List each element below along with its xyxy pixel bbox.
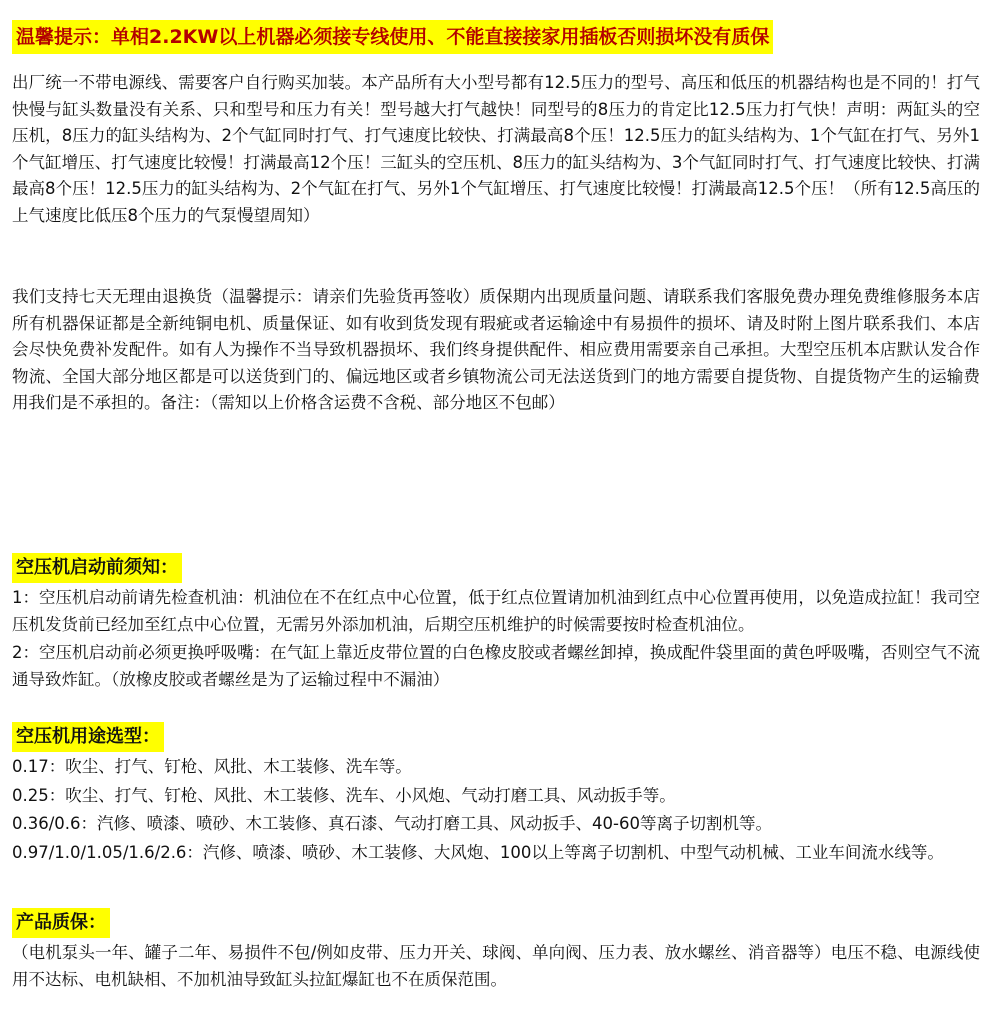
startup-notice-section	[12, 553, 980, 693]
usage-item: 0.36/0.6：汽修、喷漆、喷砂、木工装修、真石漆、气动打磨工具、风动扳手、40-60等离子切割机等。	[12, 814, 772, 833]
usage-selection-section	[12, 722, 980, 866]
startup-notice-item: 1：空压机启动前请先检查机油：机油位在不在红点中心位置，低于红点位置请加机油到红点中心位置再使用，以免造成拉缸！我司空压机发货前已经加至红点中心位置，无需另外添加机油，后期空压机维护的时候需要按时检查机油位。	[12, 588, 980, 634]
usage-item: 0.25：吹尘、打气、钉枪、风批、木工装修、洗车、小风炮、气动打磨工具、风动扳手等。	[12, 785, 676, 805]
warranty-heading-row	[12, 908, 980, 938]
warranty-section	[12, 908, 980, 993]
service-paragraph-block	[12, 284, 980, 417]
pressure-description-paragraph: 出厂统一不带电源线、需要客户自行购买加装。本产品所有大小型号都有12.5压力的型号、高压和低压的机器结构也是不同的！打气快慢与缸头数量没有关系、只和型号和压力有关！型号越大打气越快！同型号的8压力的肯定比12.5压力打气快！声明：两缸头的空压机，8压力的缸头结构为、2个气缸同时打气、打气速度比较快、打满最高8个压！12.5压力的缸头结构为、1个气缸在打气、另外1个气缸增压、打气速度比较慢！打满最高12个压！三缸头的空压机、8压力的缸头结构为、3个气缸同时打气、打气速度比较快、打满最高8个压！12.5压力的缸头结构为、2个气缸在打气、另外1个气缸增压、打气速度比较慢！打满最高12.5个压！（所有12.5高压的上气速度比低压8个压力的气泵慢望周知）	[12, 73, 980, 225]
usage-item: 0.97/1.0/1.05/1.6/2.6：汽修、喷漆、喷砂、木工装修、大风炮、100以上等离子切割机、中型气动机械、工业车间流水线等。	[12, 842, 944, 862]
usage-item: 0.17：吹尘、打气、钉枪、风批、木工装修、洗车等。	[12, 757, 412, 776]
return-policy-paragraph: 我们支持七天无理由退换货（温馨提示：请亲们先验货再签收）质保期内出现质量问题、请联系我们客服免费办理免费维修服务本店所有机器保证都是全新纯铜电机、质量保证、如有收到货发现有瑕疵或者运输途中有易损件的损坏、请及时附上图片联系我们、本店会尽快免费补发配件。如有人为操作不当导致机器损坏、我们终身提供配件、相应费用需要亲自己承担。大型空压机本店默认发合作物流、全国大部分地区都是可以送货到门的、偏远地区或者乡镇物流公司无法送货到门的地方需要自提货物、自提货物产生的运输费用我们是不承担的。备注：（需知以上价格含运费不含税、部分地区不包邮）	[12, 287, 980, 412]
startup-notice-heading-row	[12, 553, 980, 583]
usage-selection-heading: 空压机用途选型：	[12, 722, 164, 752]
startup-notice-heading: 空压机启动前须知：	[12, 553, 182, 583]
intro-paragraph-block	[12, 70, 980, 229]
warranty-text: （电机泵头一年、罐子二年、易损件不包/例如皮带、压力开关、球阀、单向阀、压力表、放水螺丝、消音器等）电压不稳、电源线使用不达标、电机缺相、不加机油导致缸头拉缸爆缸也不在质保范围。	[12, 943, 980, 989]
warranty-heading: 产品质保：	[12, 908, 110, 938]
warning-banner	[12, 20, 980, 54]
startup-notice-item: 2：空压机启动前必须更换呼吸嘴：在气缸上靠近皮带位置的白色橡皮胶或者螺丝卸掉，换成配件袋里面的黄色呼吸嘴，否则空气不流通导致炸缸。（放橡皮胶或者螺丝是为了运输过程中不漏油）	[12, 643, 980, 689]
warning-banner-text: 温馨提示：单相2.2KW以上机器必须接专线使用、不能直接接家用插板否则损坏没有质保	[12, 20, 773, 54]
usage-selection-heading-row	[12, 722, 980, 752]
